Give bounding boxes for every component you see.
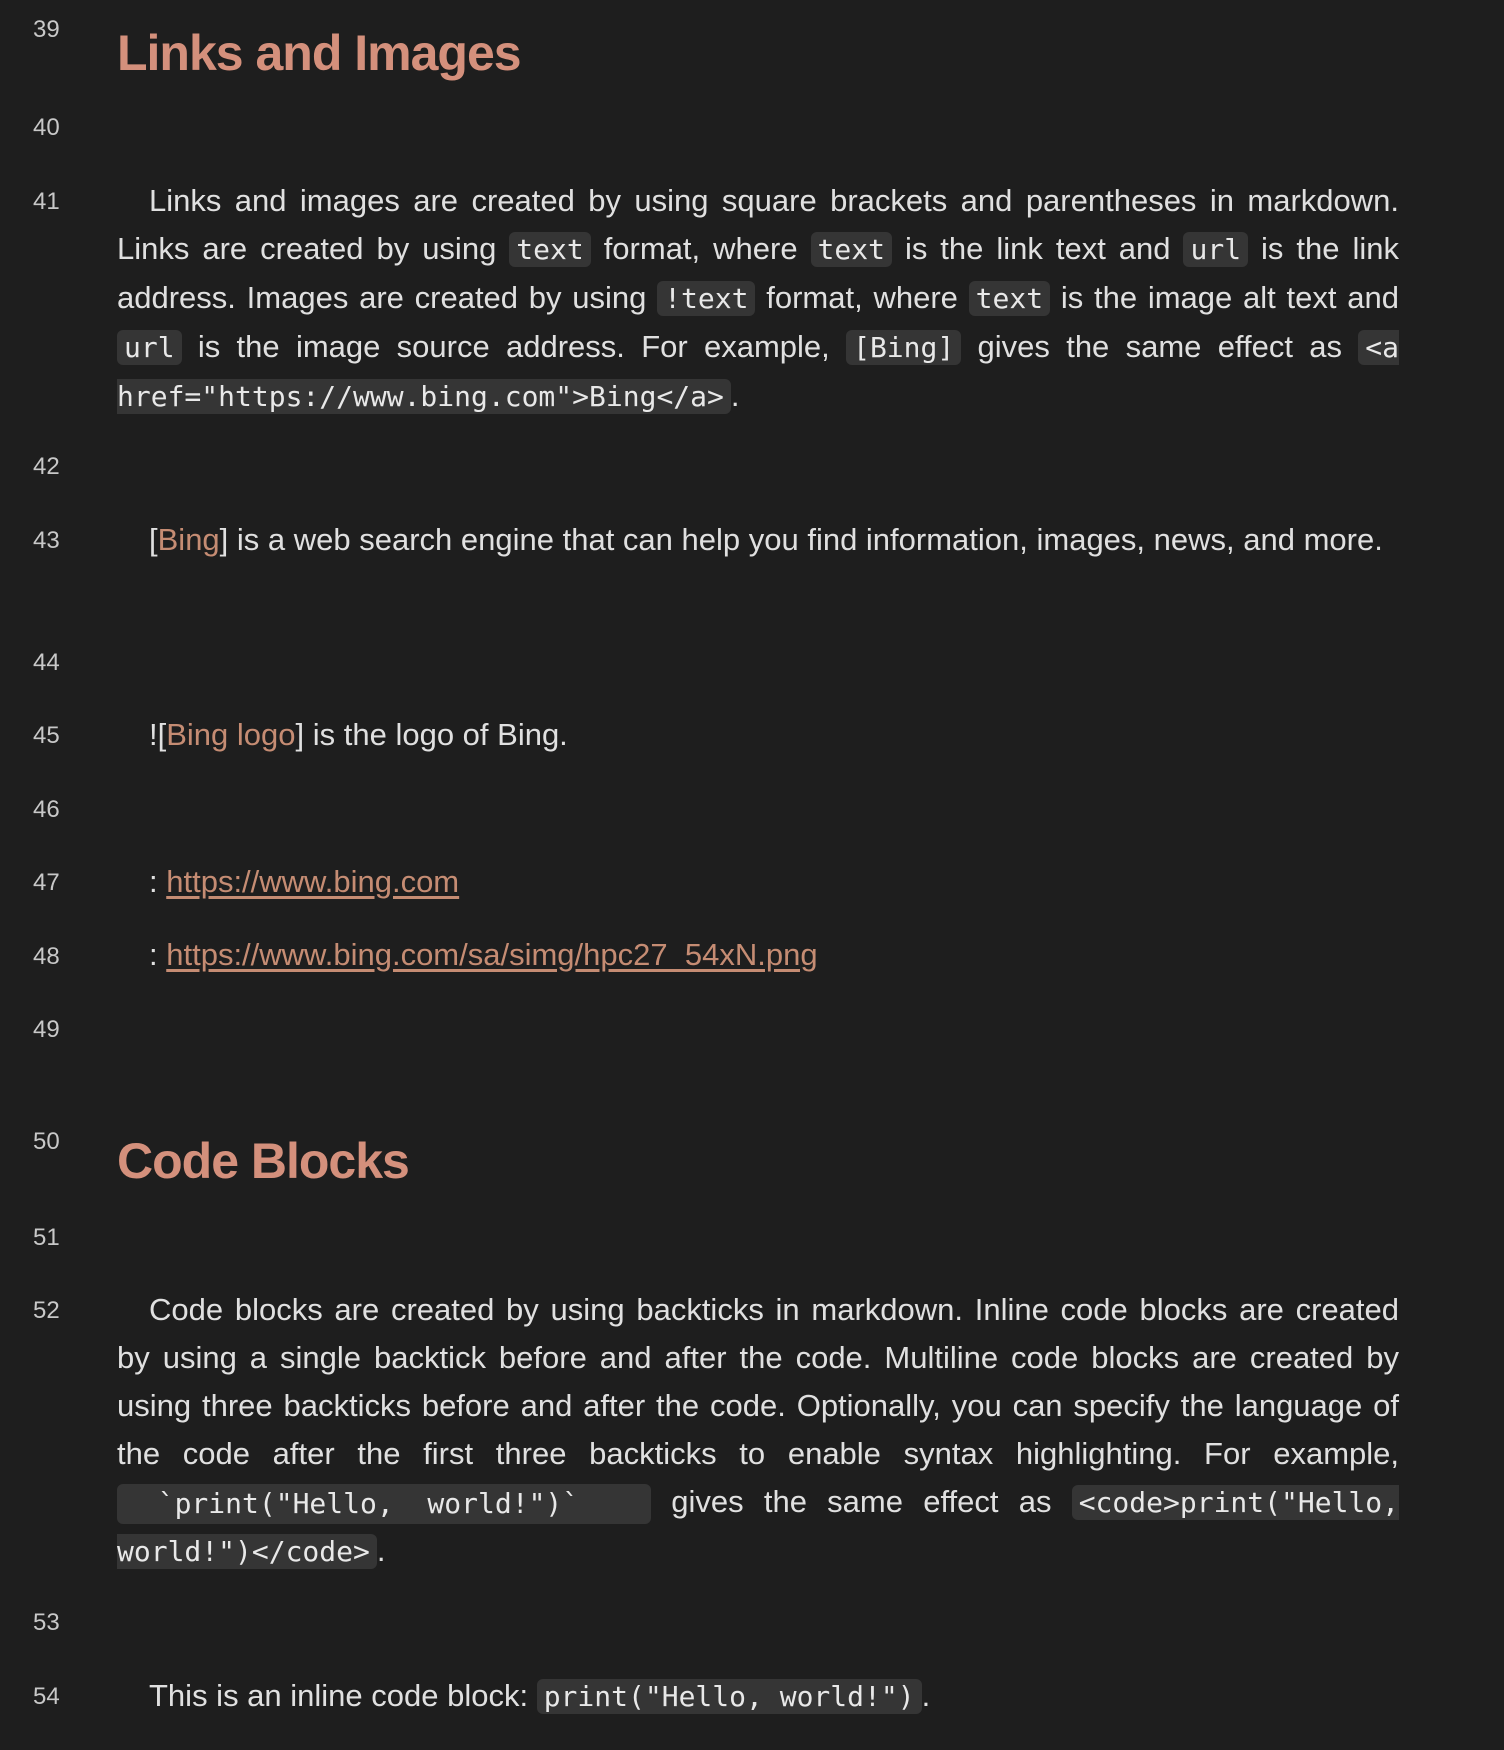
paragraph-text: format, where (755, 280, 969, 315)
bracket-text: ![ (149, 717, 167, 752)
inline-code: `print("Hello, world!")` (117, 1484, 651, 1524)
line-number-47: 47 (33, 869, 60, 896)
paragraph-text: is the image source address. For example, (181, 329, 847, 364)
inline-code: url (1183, 232, 1248, 267)
image-label-bing-logo[interactable]: Bing logo (166, 717, 296, 752)
paragraph-bing-description (117, 516, 1399, 564)
link-reference-bing-logo (117, 931, 1399, 979)
line-number-46: 46 (33, 796, 60, 823)
inline-code: <code>print("Hello, world!")</code> (117, 1486, 1399, 1568)
paragraph-text: ] is a web search engine that can help you find information, images, news, and more. (219, 522, 1383, 557)
line-number-50: 50 (33, 1128, 60, 1155)
line-number-45: 45 (33, 722, 60, 749)
paragraph-text: . (376, 1533, 386, 1568)
paragraph-text: is the link text and (891, 231, 1184, 266)
paragraph-text: Links and images are created by using square brackets and parentheses in markdown. Links are created by using (117, 183, 1399, 266)
line-number-42: 42 (33, 453, 60, 480)
paragraph-text: gives the same effect as (961, 329, 1359, 364)
url-link-bing[interactable]: https://www.bing.com (166, 864, 460, 899)
paragraph-bing-logo (117, 711, 1399, 759)
line-number-49: 49 (33, 1016, 60, 1043)
inline-code: text (811, 232, 892, 267)
line-number-52: 52 (33, 1297, 60, 1324)
heading-links-and-images: Links and Images (117, 25, 521, 81)
paragraph-text: format, where (590, 231, 811, 266)
paragraph-inline-code-example (117, 1672, 1399, 1721)
url-link-bing-logo[interactable]: https://www.bing.com/sa/simg/hpc27_54xN.png (166, 937, 818, 972)
line-number-40: 40 (33, 114, 60, 141)
heading-code-blocks: Code Blocks (117, 1133, 409, 1189)
line-number-54: 54 (33, 1683, 60, 1710)
paragraph-text: This is an inline code block: (149, 1678, 537, 1713)
paragraph-links-intro (117, 177, 1399, 421)
bracket-text: [ (149, 522, 158, 557)
paragraph-text: . (730, 378, 740, 413)
paragraph-code-blocks-intro (117, 1286, 1399, 1576)
line-number-51: 51 (33, 1224, 60, 1251)
inline-code: text (509, 232, 590, 267)
reference-prefix: : (149, 937, 167, 972)
line-number-43: 43 (33, 527, 60, 554)
inline-code: url (117, 330, 182, 365)
paragraph-text: . (921, 1678, 931, 1713)
line-number-41: 41 (33, 188, 60, 215)
paragraph-text: gives the same effect as (651, 1484, 1072, 1519)
line-number-53: 53 (33, 1609, 60, 1636)
inline-code: print("Hello, world!") (537, 1679, 922, 1714)
inline-code: <a href="https://www.bing.com">Bing</a> (117, 331, 1400, 413)
paragraph-text: Code blocks are created by using backticks in markdown. Inline code blocks are created by using a single backtick before and after the code. Multiline code blocks are created by using three backticks before and after the code. Optionally, you can specify the language of the code after the first three backticks to enable syntax highlighting. For example, (117, 1292, 1399, 1471)
line-number-39: 39 (33, 16, 60, 43)
line-number-48: 48 (33, 943, 60, 970)
inline-code: !text (657, 281, 755, 316)
paragraph-text: is the link address. Images are created by using (117, 231, 1399, 315)
line-number-44: 44 (33, 649, 60, 676)
inline-code: [Bing] (846, 330, 961, 365)
reference-prefix: : (149, 864, 167, 899)
paragraph-text: is the image alt text and (1050, 280, 1399, 315)
link-reference-bing (117, 858, 1399, 906)
inline-code: text (969, 281, 1050, 316)
link-label-bing[interactable]: Bing (157, 522, 220, 557)
paragraph-text: ] is the logo of Bing. (295, 717, 568, 752)
